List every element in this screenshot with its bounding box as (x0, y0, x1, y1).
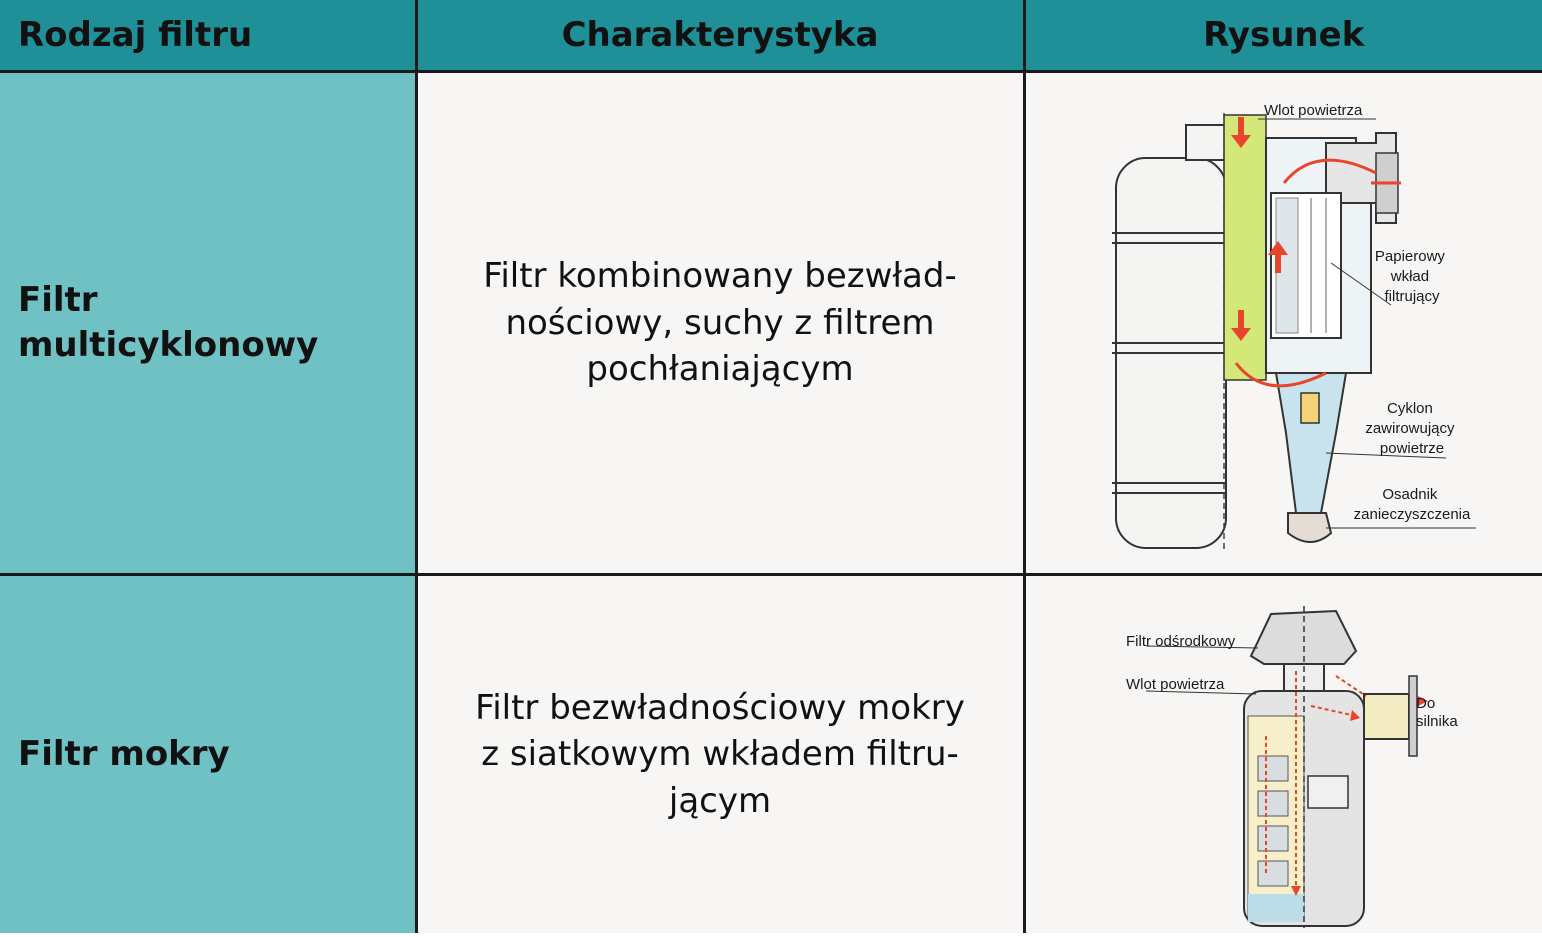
figure-cell (1024, 72, 1542, 575)
description-line: pochłaniającym (440, 346, 1001, 393)
figure-cell (1024, 575, 1542, 934)
description-line: z siatkowym wkładem filtru- (440, 731, 1001, 778)
label-settler: Osadnik zanieczyszczenia (1353, 486, 1470, 523)
description-line: Filtr bezwładnościowy mokry (440, 685, 1001, 732)
header-characteristics: Charakterystyka (416, 0, 1024, 72)
label-paper-insert: Papierowy wkład filtrujący (1374, 248, 1448, 305)
label-inlet: Wlot powietrza (1264, 102, 1363, 119)
description-line: nościowy, suchy z filtrem (440, 300, 1001, 347)
table-row (0, 72, 1542, 575)
label-to-engine: Do silnika (1416, 695, 1458, 730)
header-row (0, 0, 1542, 72)
header-drawing: Rysunek (1024, 0, 1542, 72)
description-line: Filtr kombinowany bezwład- (440, 253, 1001, 300)
multicyclone-filter-drawing (1026, 73, 1542, 573)
table-row (0, 575, 1542, 934)
filter-name-cell (0, 72, 416, 575)
description-cell (416, 575, 1024, 934)
header-filter-type: Rodzaj filtru (0, 0, 416, 72)
label-cyclone: Cyklon zawirowujący powietrze (1365, 400, 1458, 457)
label-centrifugal-filter: Filtr odśrodkowy (1126, 633, 1236, 650)
filter-name-line: multicyklonowy (18, 323, 415, 368)
filter-name-line: Filtr mokry (18, 732, 415, 777)
wet-filter-drawing (1026, 576, 1542, 933)
filter-name-cell (0, 575, 416, 934)
filter-name-line: Filtr (18, 278, 415, 323)
description-cell (416, 72, 1024, 575)
description-line: jącym (440, 778, 1001, 825)
label-inlet: Wlot powietrza (1126, 676, 1225, 693)
